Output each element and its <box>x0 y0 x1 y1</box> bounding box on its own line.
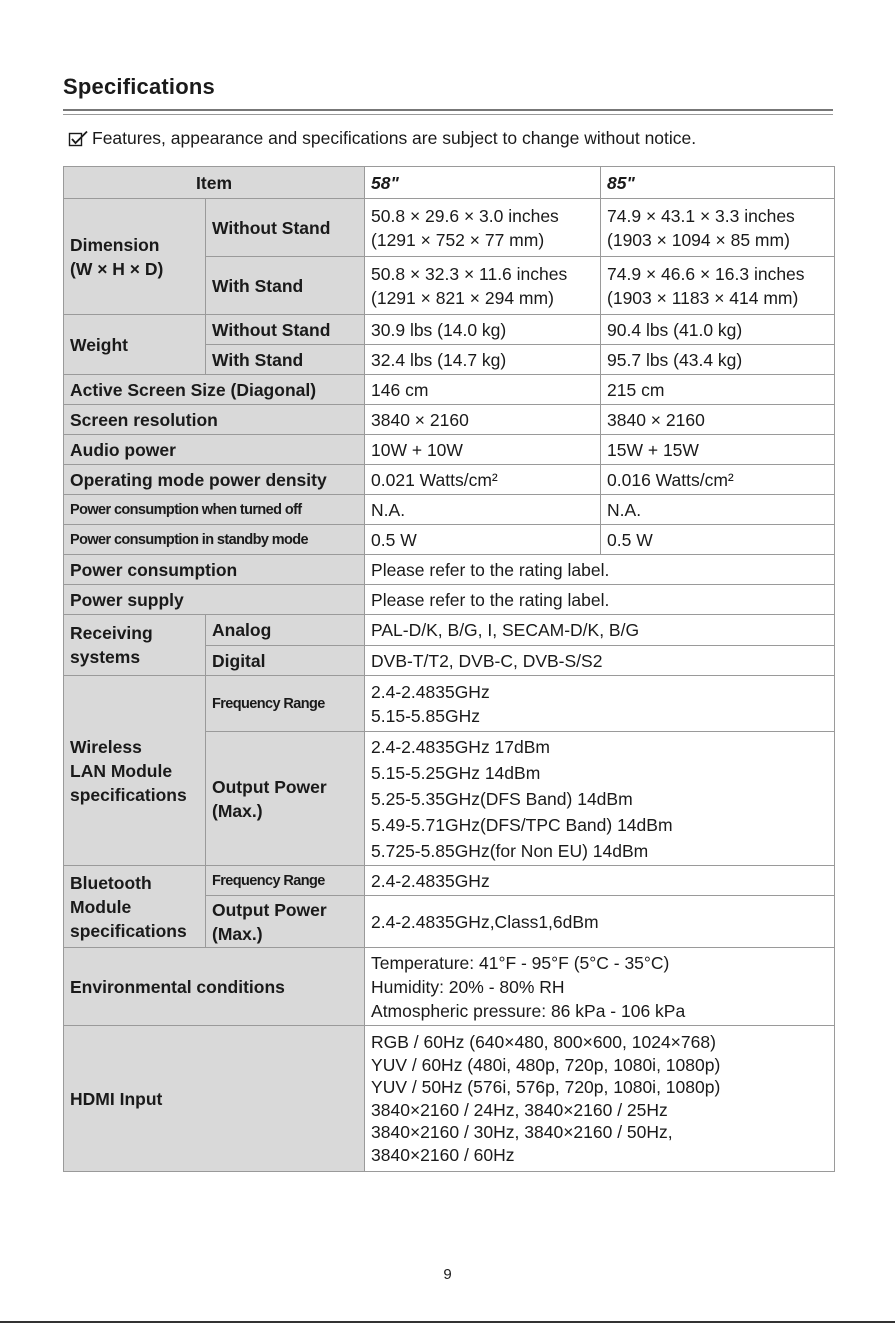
spec-row <box>64 375 835 405</box>
title-rule-thin <box>63 114 833 115</box>
dimension-without-stand-58 <box>365 199 601 257</box>
header-item: Item <box>64 167 365 199</box>
spec-row-58: 0.021 Watts/cm² <box>365 465 601 495</box>
checkbox-note-icon <box>68 130 90 148</box>
spec-row-label: Audio power <box>64 435 365 465</box>
receiving-analog-value: PAL-D/K, B/G, I, SECAM-D/K, B/G <box>365 615 835 646</box>
environmental-row <box>64 948 835 1026</box>
spec-row-58: 0.5 W <box>365 525 601 555</box>
header-row <box>64 167 835 199</box>
weight-with-stand-58: 32.4 lbs (14.7 kg) <box>365 345 601 375</box>
receiving-analog-label: Analog <box>206 615 365 646</box>
dimension-label-line2: (W × H × D) <box>70 258 164 279</box>
value-line: Temperature: 41°F - 95°F (5°C - 35°C) <box>371 952 670 973</box>
value-line: Atmospheric pressure: 86 kPa - 106 kPa <box>371 1000 686 1021</box>
hdmi-row <box>64 1026 835 1172</box>
bluetooth-label-line1: Bluetooth <box>70 872 152 893</box>
weight-without-stand-label: Without Stand <box>206 315 365 345</box>
value-line: 2.4-2.4835GHz 17dBm <box>371 736 551 757</box>
dimension-row-without-stand <box>64 199 835 257</box>
spec-row-label: Power consumption when turned off <box>64 495 365 525</box>
environmental-values <box>365 948 835 1026</box>
bluetooth-frequency-value: 2.4-2.4835GHz <box>365 866 835 896</box>
wireless-label-line3: specifications <box>70 784 187 805</box>
dimension-label-line1: Dimension <box>70 234 160 255</box>
environmental-label: Environmental conditions <box>64 948 365 1026</box>
value-line: RGB / 60Hz (640×480, 800×600, 1024×768) <box>371 1032 716 1052</box>
value-line: 50.8 × 29.6 × 3.0 inches <box>371 205 559 226</box>
value-line: 5.49-5.71GHz(DFS/TPC Band) 14dBm <box>371 814 673 835</box>
notice <box>68 128 696 149</box>
weight-without-stand-58: 30.9 lbs (14.0 kg) <box>365 315 601 345</box>
dimension-without-stand-85 <box>601 199 835 257</box>
wireless-frequency-label: Frequency Range <box>206 676 365 732</box>
bluetooth-label-line2: Module <box>70 896 132 917</box>
weight-label: Weight <box>64 315 206 375</box>
spec-row-label: Screen resolution <box>64 405 365 435</box>
wireless-output-label-line2: (Max.) <box>212 800 263 821</box>
header-85: 85" <box>601 167 835 199</box>
page-title: Specifications <box>63 74 215 99</box>
dimension-with-stand-85 <box>601 257 835 315</box>
value-line: Humidity: 20% - 80% RH <box>371 976 565 997</box>
power-consumption-value: Please refer to the rating label. <box>365 555 835 585</box>
dimension-label <box>64 199 206 315</box>
receiving-label-line1: Receiving <box>70 623 153 643</box>
value-line: 5.15-5.25GHz 14dBm <box>371 762 541 783</box>
value-line: 74.9 × 43.1 × 3.3 inches <box>607 205 795 226</box>
wireless-output-label-line1: Output Power <box>212 776 327 797</box>
spec-row-label: Power consumption in standby mode <box>64 525 365 555</box>
hdmi-values <box>365 1026 835 1172</box>
value-line: 3840×2160 / 24Hz, 3840×2160 / 25Hz <box>371 1099 668 1120</box>
wireless-frequency-row <box>64 676 835 732</box>
title-rule <box>63 109 833 111</box>
bluetooth-frequency-row <box>64 866 835 896</box>
weight-without-stand-85: 90.4 lbs (41.0 kg) <box>601 315 835 345</box>
dimension-with-stand-label: With Stand <box>206 257 365 315</box>
page-number: 9 <box>443 1266 452 1283</box>
value-line: 3840×2160 / 30Hz, 3840×2160 / 50Hz, <box>371 1122 673 1142</box>
wireless-frequency-values <box>365 676 835 732</box>
receiving-analog-row <box>64 615 835 646</box>
value-line: 50.8 × 32.3 × 11.6 inches <box>371 263 568 284</box>
value-line: 3840×2160 / 60Hz <box>371 1144 515 1165</box>
power-supply-label: Power supply <box>64 585 365 615</box>
value-line: (1291 × 752 × 77 mm) <box>371 229 545 250</box>
bluetooth-output-label-line2: (Max.) <box>212 923 263 944</box>
value-line: (1903 × 1183 × 414 mm) <box>607 287 799 308</box>
power-supply-value: Please refer to the rating label. <box>365 585 835 615</box>
weight-with-stand-85: 95.7 lbs (43.4 kg) <box>601 345 835 375</box>
bluetooth-output-label <box>206 896 365 948</box>
wireless-output-values <box>365 732 835 866</box>
spec-row-58: N.A. <box>365 495 601 525</box>
dimension-with-stand-58 <box>365 257 601 315</box>
value-line: 5.15-5.85GHz <box>371 705 480 726</box>
spec-row-85: 0.016 Watts/cm² <box>601 465 835 495</box>
receiving-label-line2: systems <box>70 647 141 667</box>
spec-row <box>64 525 835 555</box>
spec-row-58: 146 cm <box>365 375 601 405</box>
bluetooth-label <box>64 866 206 948</box>
spec-row-label: Active Screen Size (Diagonal) <box>64 375 365 405</box>
spec-row-85: N.A. <box>601 495 835 525</box>
receiving-digital-value: DVB-T/T2, DVB-C, DVB-S/S2 <box>365 646 835 676</box>
value-line: YUV / 50Hz (576i, 576p, 720p, 1080i, 1080p) <box>371 1077 721 1097</box>
wireless-label <box>64 676 206 866</box>
wireless-label-line1: Wireless <box>70 736 142 757</box>
spec-row <box>64 405 835 435</box>
power-consumption-label: Power consumption <box>64 555 365 585</box>
spec-row-85: 3840 × 2160 <box>601 405 835 435</box>
bluetooth-label-line3: specifications <box>70 920 187 941</box>
header-58: 58" <box>365 167 601 199</box>
wireless-label-line2: LAN Module <box>70 760 173 781</box>
spec-table <box>63 166 835 1172</box>
value-line: (1291 × 821 × 294 mm) <box>371 287 554 308</box>
bluetooth-frequency-label: Frequency Range <box>206 866 365 896</box>
spec-row-58: 10W + 10W <box>365 435 601 465</box>
spec-row <box>64 495 835 525</box>
spec-row-85: 0.5 W <box>601 525 835 555</box>
value-line: (1903 × 1094 × 85 mm) <box>607 229 790 250</box>
power-supply-row <box>64 585 835 615</box>
spec-row <box>64 435 835 465</box>
wireless-output-label <box>206 732 365 866</box>
power-consumption-row <box>64 555 835 585</box>
receiving-label <box>64 615 206 676</box>
spec-row <box>64 465 835 495</box>
notice-text: Features, appearance and specifications are subject to change without notice. <box>92 128 697 148</box>
weight-row-without-stand <box>64 315 835 345</box>
hdmi-label: HDMI Input <box>64 1026 365 1172</box>
spec-row-58: 3840 × 2160 <box>365 405 601 435</box>
value-line: 5.25-5.35GHz(DFS Band) 14dBm <box>371 788 633 809</box>
dimension-without-stand-label: Without Stand <box>206 199 365 257</box>
value-line: YUV / 60Hz (480i, 480p, 720p, 1080i, 1080p) <box>371 1054 721 1075</box>
bluetooth-output-label-line1: Output Power <box>212 899 327 920</box>
bluetooth-output-value: 2.4-2.4835GHz,Class1,6dBm <box>365 896 835 948</box>
spec-row-85: 15W + 15W <box>601 435 835 465</box>
spec-row-85: 215 cm <box>601 375 835 405</box>
value-line: 74.9 × 46.6 × 16.3 inches <box>607 263 805 284</box>
value-line: 2.4-2.4835GHz <box>371 681 490 702</box>
weight-with-stand-label: With Stand <box>206 345 365 375</box>
spec-row-label: Operating mode power density <box>64 465 365 495</box>
receiving-digital-label: Digital <box>206 646 365 676</box>
bottom-border <box>0 1321 895 1323</box>
value-line: 5.725-5.85GHz(for Non EU) 14dBm <box>371 840 649 861</box>
